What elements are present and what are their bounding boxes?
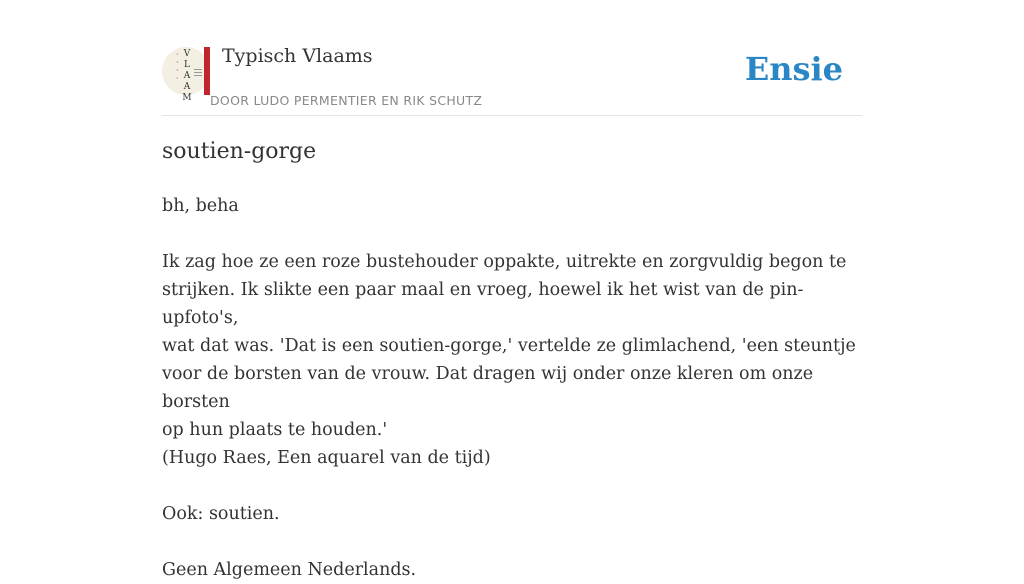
author-byline: DOOR LUDO PERMENTIER EN RIK SCHUTZ <box>210 93 483 108</box>
paragraph-gap <box>162 220 862 248</box>
avatar-accent-bar <box>204 47 210 95</box>
see-also-note: Ook: soutien. <box>162 504 280 524</box>
paragraph-gap <box>162 528 862 556</box>
avatar-red-marks: · · · · <box>176 50 179 83</box>
content-container <box>162 0 862 580</box>
entry-title: soutien-gorge <box>162 139 317 164</box>
avatar-text-lines <box>194 69 202 78</box>
entry-definition: bh, beha <box>162 196 239 216</box>
quote-line: voor de borsten van de vrouw. Dat dragen wij onder onze kleren om onze borsten <box>162 364 814 412</box>
entry-body <box>162 192 862 584</box>
quote-line: strijken. Ik slikte een paar maal en vroeg, hoewel ik het wist van de pin-upfoto's, <box>162 280 804 328</box>
quote-line: op hun plaats te houden.' <box>162 420 388 440</box>
quote-line: Ik zag hoe ze een roze bustehouder oppakte, uitrekte en zorgvuldig begon te <box>162 252 847 272</box>
brand-logo[interactable]: Ensie <box>744 50 843 88</box>
region-note: Geen Algemeen Nederlands. <box>162 560 417 580</box>
quote-source: (Hugo Raes, Een aquarel van de tijd) <box>162 448 491 468</box>
avatar-letters: V L A A M <box>182 49 192 103</box>
site-title[interactable]: Typisch Vlaams <box>222 45 373 67</box>
site-header <box>162 0 862 116</box>
quote-line: wat dat was. 'Dat is een soutien-gorge,' vertelde ze glimlachend, 'een steuntje <box>162 336 856 356</box>
avatar[interactable] <box>162 47 210 103</box>
paragraph-gap <box>162 472 862 500</box>
